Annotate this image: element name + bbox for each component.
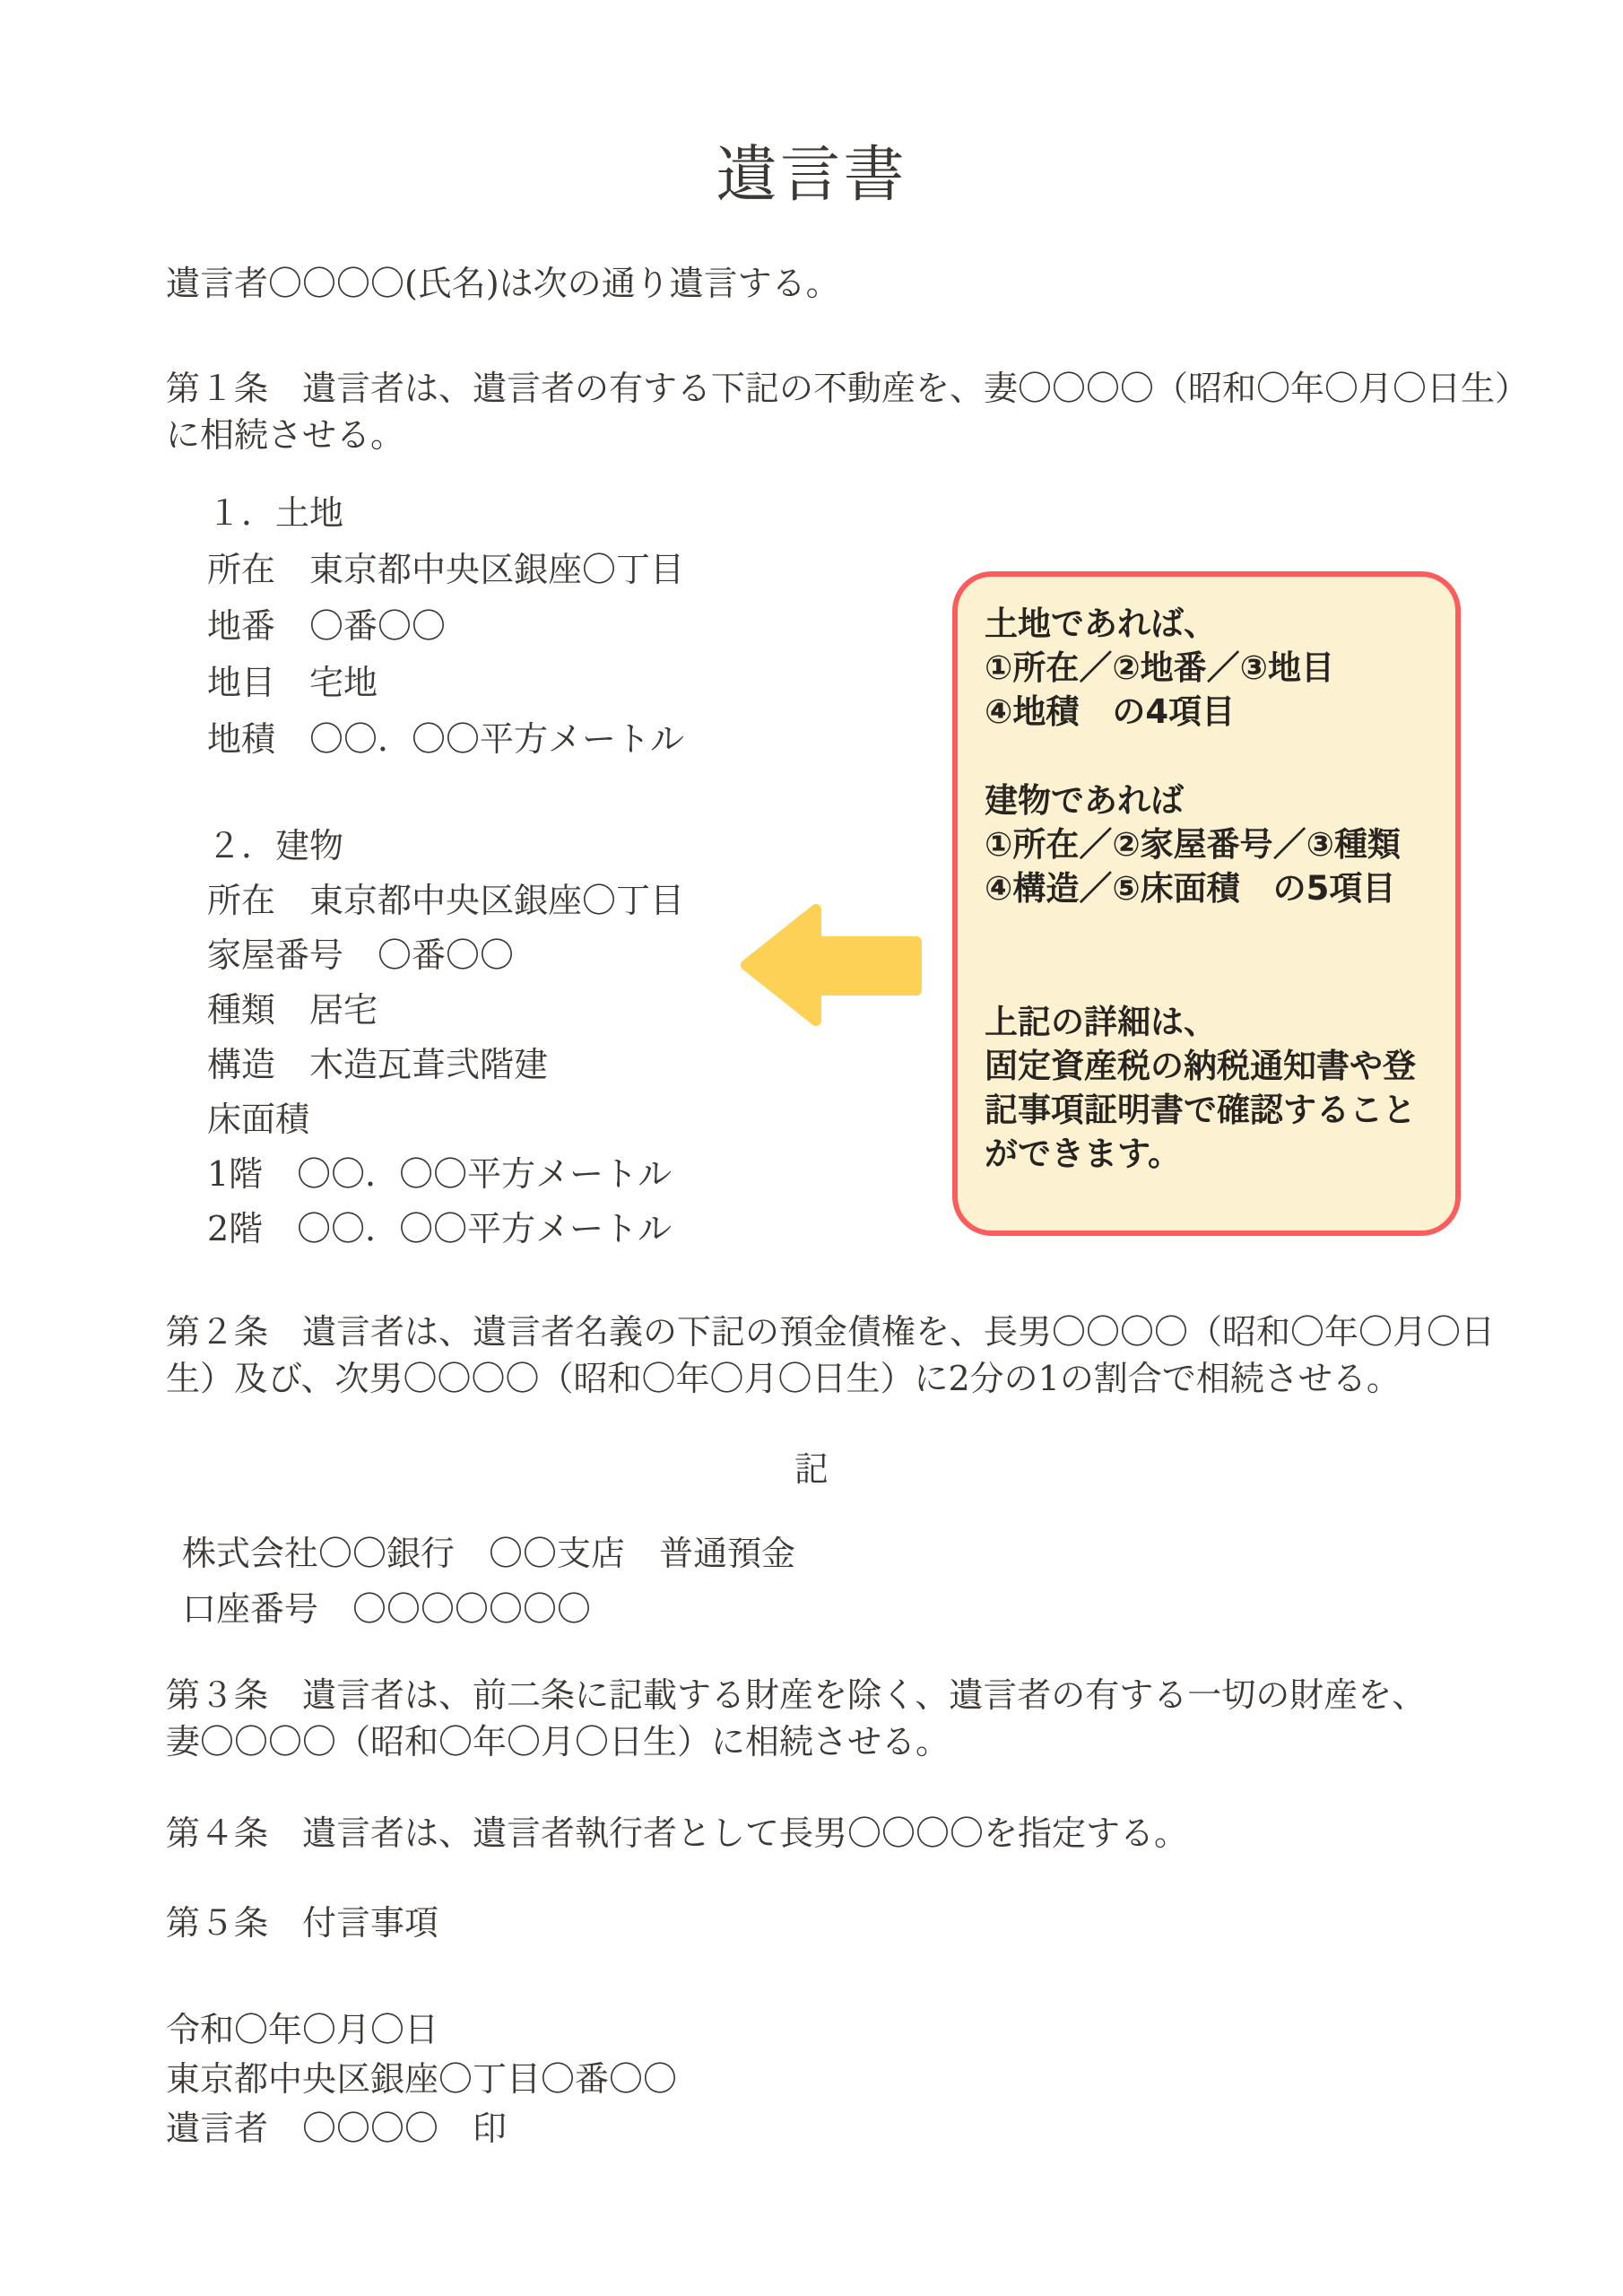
land-section bbox=[207, 485, 684, 768]
intro-line: 遺言者〇〇〇〇(氏名)は次の通り遺言する。 bbox=[166, 264, 840, 303]
land-item-lot-number: 地番 〇番〇〇 bbox=[207, 606, 447, 646]
callout-building-line-3: ④構造／⑤床面積 の5項目 bbox=[985, 869, 1396, 908]
building-item-structure: 構造 木造瓦葺弐階建 bbox=[207, 1045, 549, 1084]
article-1 bbox=[166, 365, 1529, 458]
bank-account-section bbox=[182, 1526, 795, 1637]
land-item-category: 地目 宅地 bbox=[207, 663, 378, 702]
callout-land-line-2: ①所在／②地番／③地目 bbox=[985, 648, 1334, 687]
footer-address-line: 東京都中央区銀座〇丁目〇番〇〇 bbox=[166, 2059, 678, 2099]
callout-land-group bbox=[985, 602, 1439, 734]
land-item-location: 所在 東京都中央区銀座〇丁目 bbox=[207, 550, 685, 589]
left-arrow-shape bbox=[746, 909, 916, 1021]
building-heading: ２．建物 bbox=[207, 826, 344, 865]
page-title: 遺言書 bbox=[716, 140, 907, 211]
article-3 bbox=[166, 1672, 1426, 1765]
callout-note-group bbox=[985, 1000, 1439, 1176]
bank-name-line: 株式会社〇〇銀行 〇〇支店 普通預金 bbox=[182, 1534, 796, 1573]
left-arrow-icon bbox=[739, 902, 922, 1028]
callout-building-group bbox=[985, 778, 1439, 910]
article-5-line: 第５条 付言事項 bbox=[166, 1903, 439, 1943]
callout-land-line-1: 土地であれば、 bbox=[985, 604, 1217, 643]
building-item-floor-area-label: 床面積 bbox=[207, 1100, 310, 1139]
callout-building-line-2: ①所在／②家屋番号／③種類 bbox=[985, 825, 1401, 864]
intro-paragraph bbox=[166, 265, 840, 301]
callout-box bbox=[952, 571, 1461, 1236]
ki-separator bbox=[0, 1446, 1623, 1492]
article-3-line-1: 第３条 遺言者は、前二条に記載する財産を除く、遺言者の有する一切の財産を、 bbox=[166, 1675, 1427, 1715]
callout-land-line-3: ④地積 の4項目 bbox=[985, 692, 1236, 731]
building-item-floor-1: 1階 〇〇．〇〇平方メートル bbox=[207, 1154, 673, 1194]
article-1-line-2: に相続させる。 bbox=[166, 415, 405, 455]
article-4 bbox=[166, 1810, 1188, 1857]
building-section bbox=[207, 819, 684, 1257]
article-4-line: 第４条 遺言者は、遺言者執行者として長男〇〇〇〇を指定する。 bbox=[166, 1813, 1189, 1853]
callout-note-line-2: 固定資産税の納税通知書や登 bbox=[985, 1047, 1416, 1085]
footer-date-line: 令和〇年〇月〇日 bbox=[166, 2010, 439, 2049]
article-2 bbox=[166, 1309, 1495, 1402]
land-heading: １．土地 bbox=[207, 493, 344, 533]
ki-label: 記 bbox=[794, 1449, 829, 1489]
callout-note-line-4: ができます。 bbox=[985, 1135, 1182, 1173]
article-1-line-1: 第１条 遺言者は、遺言者の有する下記の不動産を、妻〇〇〇〇（昭和〇年〇月〇日生） bbox=[166, 369, 1530, 408]
building-item-floor-2: 2階 〇〇．〇〇平方メートル bbox=[207, 1209, 673, 1248]
article-2-line-2: 生）及び、次男〇〇〇〇（昭和〇年〇月〇日生）に2分の1の割合で相続させる。 bbox=[166, 1359, 1401, 1398]
callout-note-line-1: 上記の詳細は、 bbox=[985, 1003, 1217, 1041]
bank-account-number-line: 口座番号 〇〇〇〇〇〇〇 bbox=[182, 1589, 592, 1629]
callout-note-line-3: 記事項証明書で確認すること bbox=[985, 1091, 1416, 1129]
building-item-location: 所在 東京都中央区銀座〇丁目 bbox=[207, 881, 685, 920]
article-5 bbox=[166, 1900, 438, 1946]
footer-testator-seal-line: 遺言者 〇〇〇〇 印 bbox=[166, 2109, 508, 2148]
land-item-area: 地積 〇〇．〇〇平方メートル bbox=[207, 719, 685, 759]
callout-building-line-1: 建物であれば bbox=[985, 781, 1184, 820]
article-3-line-2: 妻〇〇〇〇（昭和〇年〇月〇日生）に相続させる。 bbox=[166, 1722, 950, 1761]
building-item-house-number: 家屋番号 〇番〇〇 bbox=[207, 935, 515, 975]
left-arrow-svg bbox=[739, 902, 922, 1028]
signature-block bbox=[166, 2005, 677, 2153]
building-item-type: 種類 居宅 bbox=[207, 990, 378, 1030]
article-2-line-1: 第２条 遺言者は、遺言者名義の下記の預金債権を、長男〇〇〇〇（昭和〇年〇月〇日 bbox=[166, 1312, 1496, 1352]
